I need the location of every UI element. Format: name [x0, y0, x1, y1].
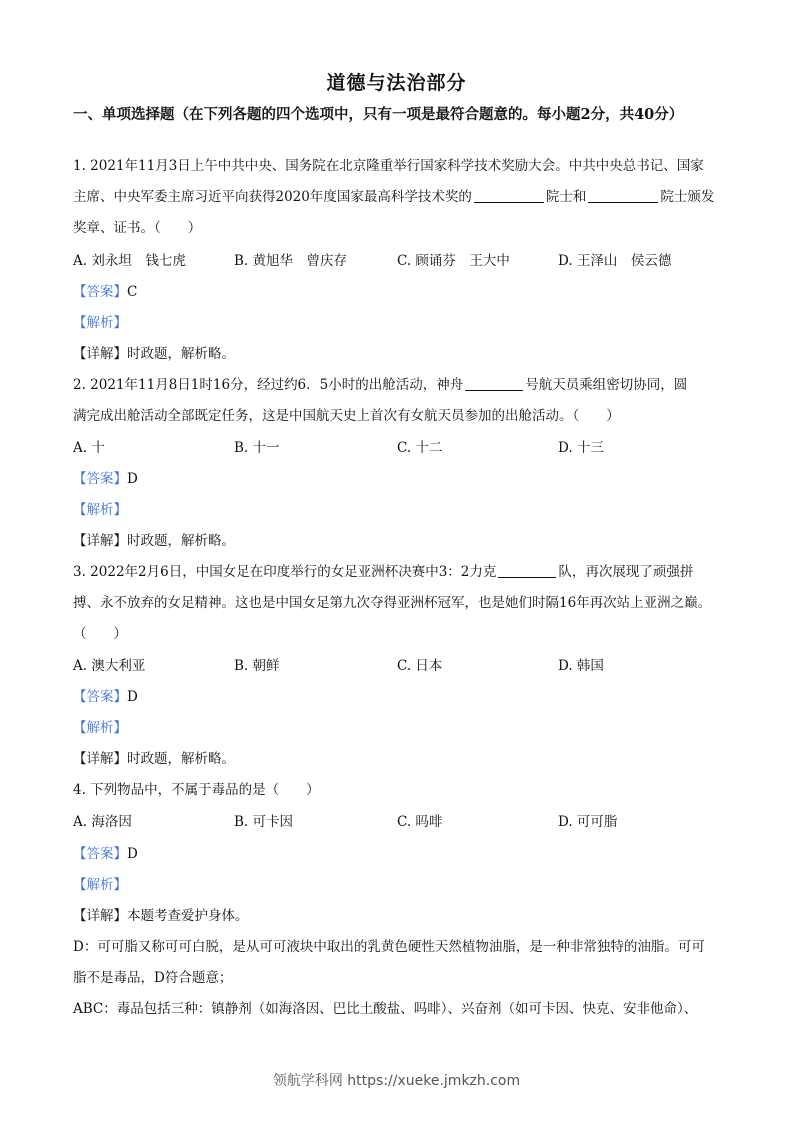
q2-option-b: B. 十一: [234, 440, 280, 456]
q4-option-d: D. 可可脂: [558, 814, 618, 830]
answer-blank: [588, 188, 658, 203]
q3-option-d: D. 韩国: [558, 658, 604, 674]
q3-answer: 【答案】D: [73, 689, 138, 705]
q3-line3: （ ）: [73, 626, 127, 642]
q3-analysis: 【解析】: [73, 720, 127, 736]
q2-option-d: D. 十三: [558, 440, 604, 456]
q4-option-a: A. 海洛因: [73, 814, 132, 830]
q2-analysis: 【解析】: [73, 502, 127, 518]
q1-analysis: 【解析】: [73, 315, 127, 331]
q3-detail: 【详解】时政题，解析略。: [73, 751, 235, 767]
section-heading: 一、单项选择题（在下列各题的四个选项中，只有一项是最符合题意的。每小题2分，共40分）: [73, 106, 684, 123]
page-title: 道德与法治部分: [326, 72, 467, 94]
answer-blank: [498, 563, 556, 578]
q3-option-c: C. 日本: [397, 658, 443, 674]
q1-line2: 主席、中央军委主席习近平向获得2020年度国家最高科学技术奖的 院士和 院士颁发: [73, 189, 715, 205]
q2-line1: 2. 2021年11月8日1时16分，经过约6．5小时的出舱活动，神舟 号航天员乘组密切协同，圆: [73, 377, 688, 393]
q4-option-b: B. 可卡因: [234, 814, 294, 830]
q2-line2: 满完成出舱活动全部既定任务，这是中国航天史上首次有女航天员参加的出舱活动。（ ）: [73, 408, 620, 424]
q2-option-c: C. 十二: [397, 440, 443, 456]
q1-line3: 奖章、证书。（ ）: [73, 220, 202, 236]
q4-explanation-d-line2: 脂不是毒品，D符合题意；: [73, 970, 233, 986]
q1-detail: 【详解】时政题，解析略。: [73, 346, 235, 362]
q4-analysis: 【解析】: [73, 877, 127, 893]
q1-option-b: B. 黄旭华 曾庆存: [234, 253, 348, 269]
q1-option-a: A. 刘永坦 钱七虎: [73, 253, 186, 269]
q4-explanation-d-line1: D：可可脂又称可可白脱，是从可可液块中取出的乳黄色硬性天然植物油脂，是一种非常独特的油脂。可可: [73, 939, 705, 955]
q3-option-b: B. 朝鲜: [234, 658, 280, 674]
q4-detail: 【详解】本题考查爱护身体。: [73, 908, 249, 924]
q1-answer: 【答案】C: [73, 284, 138, 300]
q4-line1: 4. 下列物品中，不属于毒品的是（ ）: [73, 782, 320, 798]
q4-answer: 【答案】D: [73, 846, 138, 862]
q2-answer: 【答案】D: [73, 471, 138, 487]
q3-line1: 3. 2022年2月6日，中国女足在印度举行的女足亚洲杯决赛中3：2力克 队，再次展现了顽强拼: [73, 564, 694, 580]
q2-option-a: A. 十: [73, 440, 105, 456]
answer-blank: [465, 376, 523, 391]
q1-option-c: C. 顾诵芬 王大中: [397, 253, 510, 269]
q4-explanation-abc: ABC：毒品包括三种：镇静剂（如海洛因、巴比土酸盐、吗啡）、兴奋剂（如可卡因、快克、安非他命）、: [73, 1001, 698, 1017]
q2-detail: 【详解】时政题，解析略。: [73, 533, 235, 549]
answer-blank: [474, 188, 544, 203]
q3-option-a: A. 澳大利亚: [73, 658, 146, 674]
q4-option-c: C. 吗啡: [397, 814, 443, 830]
footer-watermark: 领航学科网 https://xueke.jmkzh.com: [272, 1073, 521, 1089]
q3-line2: 搏、永不放弃的女足精神。这也是中国女足第九次夺得亚洲杯冠军，也是她们时隔16年再次站上亚洲之巅。: [73, 595, 712, 611]
q1-option-d: D. 王泽山 侯云德: [558, 253, 672, 269]
q1-line1: 1. 2021年11月3日上午中共中央、国务院在北京隆重举行国家科学技术奖励大会。中共中央总书记、国家: [73, 158, 704, 174]
